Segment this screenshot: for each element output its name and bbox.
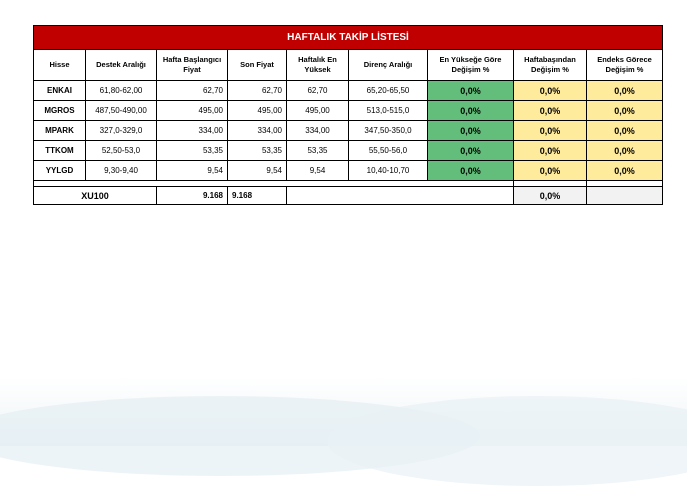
- header-cell-weekly-high: Haftalık En Yüksek: [287, 50, 349, 81]
- header-cell-support: Destek Aralığı: [86, 50, 157, 81]
- change-week-cell: 0,0%: [514, 101, 587, 121]
- change-index-cell: 0,0%: [587, 121, 663, 141]
- last-price-cell: 53,35: [228, 141, 287, 161]
- change-week-cell: 0,0%: [514, 81, 587, 101]
- support-cell: 9,30-9,40: [86, 161, 157, 181]
- table-row: [34, 141, 663, 161]
- table-row: [34, 101, 663, 121]
- change-index-cell: 0,0%: [587, 101, 663, 121]
- change-from-high-cell: 0,0%: [428, 101, 514, 121]
- symbol-cell: MPARK: [34, 121, 86, 141]
- header-cell-change-from-high: En Yükseğe Göre Değişim %: [428, 50, 514, 81]
- symbol-cell: MGROS: [34, 101, 86, 121]
- symbol-cell: YYLGD: [34, 161, 86, 181]
- change-week-cell: 0,0%: [514, 121, 587, 141]
- table-title: HAFTALIK TAKİP LİSTESİ: [34, 26, 663, 50]
- resistance-cell: 10,40-10,70: [349, 161, 428, 181]
- change-index-cell: 0,0%: [587, 141, 663, 161]
- header-cell-change-index: Endeks Görece Değişim %: [587, 50, 663, 81]
- weekly-watchlist-sheet: [33, 25, 662, 205]
- last-price-cell: 334,00: [228, 121, 287, 141]
- change-from-high-cell: 0,0%: [428, 161, 514, 181]
- resistance-cell: 513,0-515,0: [349, 101, 428, 121]
- weekly-high-cell: 53,35: [287, 141, 349, 161]
- index-change-index-empty: [587, 187, 663, 205]
- change-from-high-cell: 0,0%: [428, 81, 514, 101]
- header-cell-last-price: Son Fiyat: [228, 50, 287, 81]
- week-start-cell: 53,35: [157, 141, 228, 161]
- change-week-cell: 0,0%: [514, 141, 587, 161]
- week-start-cell: 62,70: [157, 81, 228, 101]
- support-cell: 52,50-53,0: [86, 141, 157, 161]
- change-from-high-cell: 0,0%: [428, 141, 514, 161]
- change-from-high-cell: 0,0%: [428, 121, 514, 141]
- index-week-start: 9.168: [157, 187, 228, 205]
- weekly-high-cell: 62,70: [287, 81, 349, 101]
- last-price-cell: 495,00: [228, 101, 287, 121]
- last-price-cell: 9,54: [228, 161, 287, 181]
- index-last-price: 9.168: [228, 187, 287, 205]
- index-change-week: 0,0%: [514, 187, 587, 205]
- change-week-cell: 0,0%: [514, 161, 587, 181]
- header-cell-week-start: Hafta Başlangıcı Fiyat: [157, 50, 228, 81]
- weekly-high-cell: 9,54: [287, 161, 349, 181]
- header-row: [34, 50, 663, 81]
- change-index-cell: 0,0%: [587, 81, 663, 101]
- support-cell: 487,50-490,00: [86, 101, 157, 121]
- support-cell: 327,0-329,0: [86, 121, 157, 141]
- header-cell-hisse: Hisse: [34, 50, 86, 81]
- index-row: [34, 187, 663, 205]
- resistance-cell: 347,50-350,0: [349, 121, 428, 141]
- index-empty-cell: [287, 187, 514, 205]
- week-start-cell: 9,54: [157, 161, 228, 181]
- symbol-cell: ENKAI: [34, 81, 86, 101]
- last-price-cell: 62,70: [228, 81, 287, 101]
- table-row: [34, 121, 663, 141]
- header-cell-change-week: Haftabaşından Değişim %: [514, 50, 587, 81]
- resistance-cell: 65,20-65,50: [349, 81, 428, 101]
- week-start-cell: 334,00: [157, 121, 228, 141]
- resistance-cell: 55,50-56,0: [349, 141, 428, 161]
- symbol-cell: TTKOM: [34, 141, 86, 161]
- weekly-high-cell: 334,00: [287, 121, 349, 141]
- watchlist-table: [33, 25, 663, 205]
- header-cell-resistance: Direnç Aralığı: [349, 50, 428, 81]
- change-index-cell: 0,0%: [587, 161, 663, 181]
- weekly-high-cell: 495,00: [287, 101, 349, 121]
- table-row: [34, 81, 663, 101]
- week-start-cell: 495,00: [157, 101, 228, 121]
- table-row: [34, 161, 663, 181]
- support-cell: 61,80-62,00: [86, 81, 157, 101]
- index-label: XU100: [34, 187, 157, 205]
